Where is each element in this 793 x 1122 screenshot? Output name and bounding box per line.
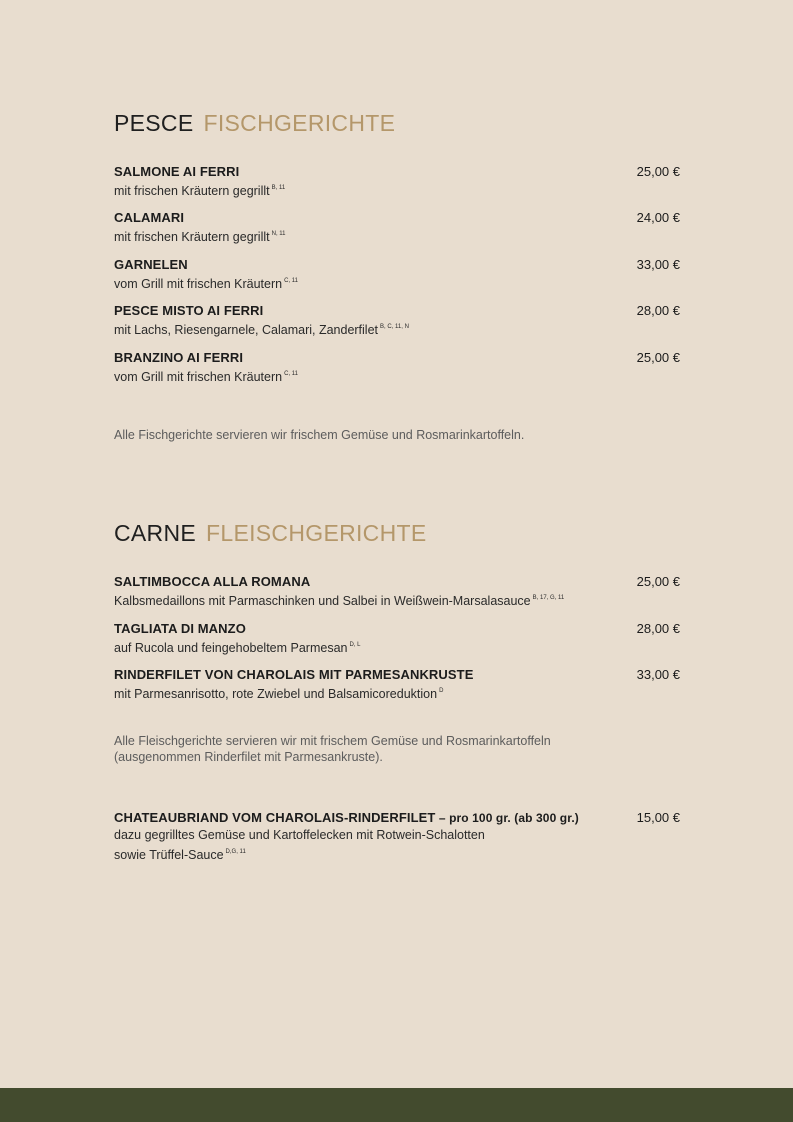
- dish-description: [114, 637, 680, 657]
- footer-bar: [0, 1088, 793, 1122]
- dish-name: SALTIMBOCCA ALLA ROMANA: [114, 574, 311, 589]
- section-note-line: Alle Fleischgerichte servieren wir mit frischem Gemüse und Rosmarinkartoffeln: [114, 734, 551, 748]
- section-title-german: FLEISCHGERICHTE: [206, 520, 427, 546]
- dish-price: 15,00 €: [636, 810, 680, 825]
- allergen-codes: N, 11: [271, 231, 286, 237]
- dish-description: [114, 366, 680, 386]
- allergen-codes: D,G, 11: [225, 849, 246, 855]
- allergen-codes: C, 11: [284, 371, 299, 377]
- allergen-codes: B, 17, G, 11: [532, 595, 565, 601]
- dish-price: 25,00 €: [636, 164, 680, 179]
- dish-description-text: sowie Trüffel-Sauce: [114, 848, 224, 862]
- dish-name-suffix: – pro 100 gr. (ab 300 gr.): [435, 811, 579, 825]
- menu-item-special: [114, 809, 680, 864]
- dish-price: 28,00 €: [636, 303, 680, 318]
- dish-description: [114, 683, 680, 703]
- dish-description-text: auf Rucola und feingehobeltem Parmesan: [114, 641, 348, 655]
- dish-name: SALMONE AI FERRI: [114, 164, 240, 179]
- dish-description-text: mit Lachs, Riesengarnele, Calamari, Zanderfilet: [114, 323, 379, 337]
- dish-name: [114, 809, 680, 827]
- dish-description-line-2: [114, 844, 680, 864]
- section-title-pesce: [114, 110, 395, 137]
- menu-item: [114, 349, 680, 386]
- menu-item: [114, 209, 680, 246]
- dish-price: 28,00 €: [636, 621, 680, 636]
- allergen-codes: D, L: [349, 642, 361, 648]
- dish-description-text: vom Grill mit frischen Kräutern: [114, 277, 283, 291]
- allergen-codes: B, C, 11, N: [380, 324, 409, 330]
- section-title-german: FISCHGERICHTE: [203, 110, 396, 136]
- dish-description: [114, 180, 680, 200]
- section-note: [114, 733, 680, 765]
- menu-item: [114, 620, 680, 657]
- dish-description-text: Kalbsmedaillons mit Parmaschinken und Salbei in Weißwein-Marsalasauce: [114, 594, 531, 608]
- allergen-codes: C, 11: [284, 278, 299, 284]
- dish-price: 25,00 €: [636, 574, 680, 589]
- dish-description: [114, 273, 680, 293]
- dish-description: [114, 319, 680, 339]
- dish-name-main: CHATEAUBRIAND VOM CHAROLAIS-RINDERFILET: [114, 810, 436, 825]
- section-title-italian: PESCE: [114, 110, 194, 136]
- dish-price: 33,00 €: [636, 257, 680, 272]
- dish-description: [114, 827, 680, 864]
- menu-item: [114, 256, 680, 293]
- dish-price: 33,00 €: [636, 667, 680, 682]
- dish-description-line: dazu gegrilltes Gemüse und Kartoffelecken mit Rotwein-Schalotten: [114, 828, 485, 842]
- dish-name: PESCE MISTO AI FERRI: [114, 303, 264, 318]
- dish-name: CALAMARI: [114, 210, 185, 225]
- dish-price: 24,00 €: [636, 210, 680, 225]
- allergen-codes: B, 11: [271, 185, 286, 191]
- section-note: Alle Fischgerichte servieren wir frischem Gemüse und Rosmarinkartoffeln.: [114, 428, 525, 442]
- menu-item: [114, 573, 680, 610]
- dish-description: [114, 590, 680, 610]
- dish-name: GARNELEN: [114, 257, 188, 272]
- dish-price: 25,00 €: [636, 350, 680, 365]
- menu-item: [114, 302, 680, 339]
- allergen-codes: D: [439, 688, 444, 694]
- menu-item: [114, 163, 680, 200]
- section-note-line: (ausgenommen Rinderfilet mit Parmesankruste).: [114, 750, 383, 764]
- dish-description-text: vom Grill mit frischen Kräutern: [114, 370, 283, 384]
- dish-name: RINDERFILET VON CHAROLAIS MIT PARMESANKRUSTE: [114, 667, 474, 682]
- dish-name: BRANZINO AI FERRI: [114, 350, 244, 365]
- menu-item: [114, 666, 680, 703]
- dish-description: [114, 226, 680, 246]
- section-title-italian: CARNE: [114, 520, 197, 546]
- dish-description-text: mit Parmesanrisotto, rote Zwiebel und Balsamicoreduktion: [114, 687, 438, 701]
- dish-description-text: mit frischen Kräutern gegrillt: [114, 184, 270, 198]
- dish-description-text: mit frischen Kräutern gegrillt: [114, 230, 270, 244]
- section-title-carne: [114, 520, 427, 547]
- dish-name: TAGLIATA DI MANZO: [114, 621, 246, 636]
